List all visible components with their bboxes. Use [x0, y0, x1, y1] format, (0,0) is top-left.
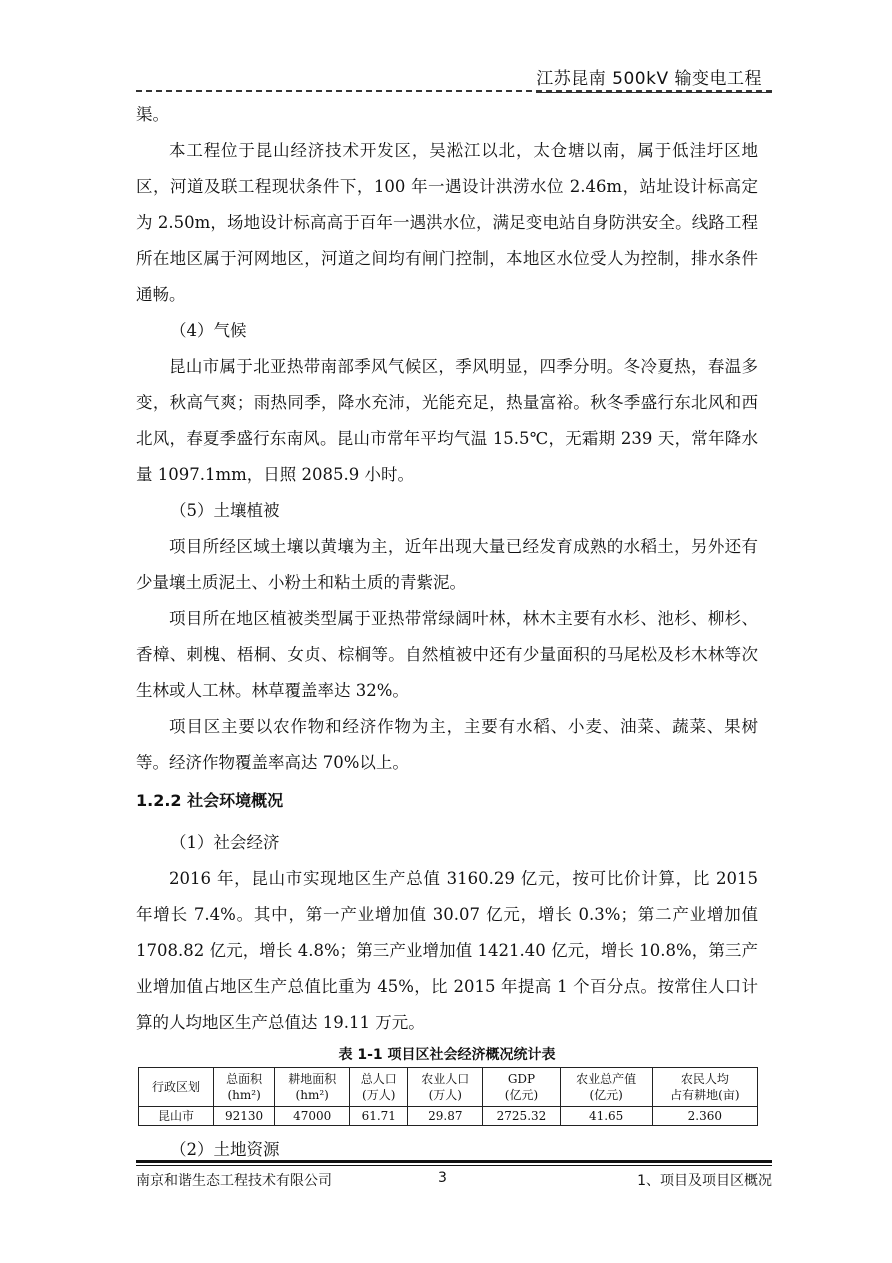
page-number: 3 [438, 1170, 447, 1186]
col-header: 农民人均 占有耕地(亩) [652, 1068, 757, 1107]
col-header: 耕地面积 (hm²) [275, 1068, 350, 1107]
col-header: GDP (亿元) [483, 1068, 560, 1107]
page-footer [136, 1160, 772, 1200]
socioeconomic-table [138, 1067, 758, 1126]
paragraph-crops: 项目区主要以农作物和经济作物为主，主要有水稻、小麦、油菜、蔬菜、果树等。经济作物覆盖率高达 70%以上。 [136, 717, 758, 772]
col-header: 农业人口 (万人) [408, 1068, 483, 1107]
table-header-row [139, 1068, 758, 1107]
heading-soil-vegetation: （5）土壤植被 [170, 501, 280, 520]
header-underline [536, 92, 772, 93]
col-header: 总面积 (hm²) [214, 1068, 275, 1107]
footer-divider [136, 1160, 772, 1163]
table-row [139, 1107, 758, 1126]
paragraph-vegetation: 项目所在地区植被类型属于亚热带常绿阔叶林，林木主要有水杉、池杉、柳杉、香樟、刺槐、梧桐、女贞、棕榈等。自然植被中还有少量面积的马尾松及杉木林等次生林或人工林。林草覆盖率达 32%。 [136, 609, 758, 700]
paragraph-economy: 2016 年，昆山市实现地区生产总值 3160.29 亿元，按可比价计算，比 2015 年增长 7.4%。其中，第一产业增加值 30.07 亿元，增长 0.3%；第二产业增加值 1708.82 亿元，增长 4.8%；第三产业增加值 1421.40 亿元，增长 10.8%，第三产业增加值占地区生产总值比重为 45%，比 2015 年提高 1 个百分点。按常住人口计算的人均地区生产总值达 19.11 万元。 [136, 869, 758, 1032]
header-title: 江苏昆南 500kV 输变电工程 [536, 69, 762, 89]
table-cell: 92130 [214, 1107, 275, 1126]
table-cell: 61.71 [350, 1107, 408, 1126]
table-cell: 47000 [275, 1107, 350, 1126]
paragraph-flood-control: 本工程位于昆山经济技术开发区，吴淞江以北，太仓塘以南，属于低洼圩区地区，河道及联工程现状条件下，100 年一遇设计洪涝水位 2.46m，站址设计标高定为 2.50m，场地设计标高高于百年一遇洪水位，满足变电站自身防洪安全。线路工程所在地区属于河网地区，河道之间均有闸门控制，本地区水位受人为控制，排水条件通畅。 [136, 141, 758, 304]
col-header: 行政区划 [139, 1068, 214, 1107]
table-cell: 29.87 [408, 1107, 483, 1126]
table-cell: 2725.32 [483, 1107, 560, 1126]
paragraph-climate: 昆山市属于北亚热带南部季风气候区，季风明显，四季分明。冬冷夏热，春温多变，秋高气爽；雨热同季，降水充沛，光能充足，热量富裕。秋冬季盛行东北风和西北风，春夏季盛行东南风。昆山市常年平均气温 15.5℃，无霜期 239 天，常年降水量 1097.1mm，日照 2085.9 小时。 [136, 357, 758, 484]
heading-climate: （4）气候 [170, 321, 247, 340]
table-caption: 表 1-1 项目区社会经济概况统计表 [338, 1047, 556, 1063]
footer-company: 南京和谐生态工程技术有限公司 [136, 1173, 332, 1189]
col-header: 总人口 (万人) [350, 1068, 408, 1107]
heading-economy: （1）社会经济 [170, 833, 280, 852]
footer-chapter: 1、项目及项目区概况 [637, 1173, 772, 1189]
table-cell: 41.65 [560, 1107, 652, 1126]
col-header: 农业总产值 (亿元) [560, 1068, 652, 1107]
paragraph-soil: 项目所经区域土壤以黄壤为主，近年出现大量已经发育成熟的水稻土，另外还有少量壤土质泥土、小粉土和粘土质的青紫泥。 [136, 537, 758, 592]
heading-land-resources: （2）土地资源 [170, 1140, 280, 1159]
paragraph-continued: 渠。 [136, 105, 169, 124]
page-header [136, 62, 772, 92]
table-cell: 2.360 [652, 1107, 757, 1126]
section-heading: 1.2.2 社会环境概况 [136, 791, 284, 810]
table-cell: 昆山市 [139, 1107, 214, 1126]
footer-divider-thin [136, 1165, 772, 1166]
page-content [136, 97, 758, 1168]
